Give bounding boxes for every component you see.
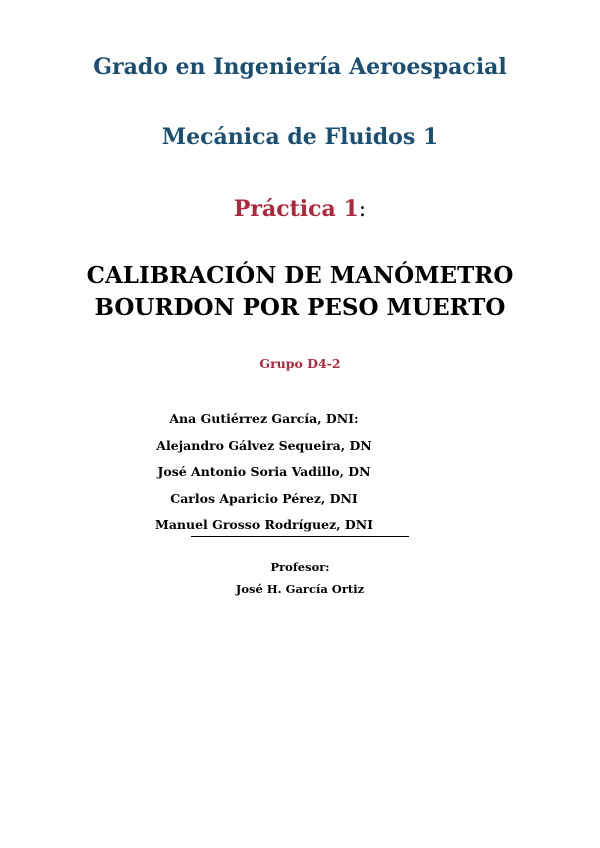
professor-label: Profesor: [270, 560, 330, 574]
author-name: Carlos Aparicio Pérez, DNI [170, 490, 358, 506]
author-name: Ana Gutiérrez García, DNI: [169, 411, 359, 426]
redacted-dni [359, 414, 431, 426]
professor-name: José H. García Ortiz [235, 582, 365, 596]
author-entry [0, 406, 600, 433]
author-list [0, 406, 600, 539]
group-label: Grupo D4-2 [259, 356, 341, 371]
report-title-line-1: CALIBRACIÓN DE MANÓMETRO [86, 262, 514, 289]
redacted-dni [358, 493, 430, 505]
redacted-dni [371, 467, 443, 479]
practice-heading [0, 196, 600, 222]
practice-label: Práctica 1 [233, 196, 359, 222]
horizontal-rule [191, 536, 409, 537]
report-title-line-2: BOURDON POR PESO MUERTO [94, 294, 506, 321]
course-title: Mecánica de Fluidos 1 [161, 124, 439, 150]
author-name: Manuel Grosso Rodríguez, DNI [154, 517, 374, 532]
author-entry [0, 433, 600, 460]
report-title [0, 260, 600, 324]
author-name: José Antonio Soria Vadillo, DN [157, 464, 371, 479]
redacted-dni [373, 520, 445, 532]
author-entry [0, 459, 600, 486]
author-entry [0, 486, 600, 513]
degree-title: Grado en Ingeniería Aeroespacial [93, 54, 507, 80]
practice-colon: : [358, 197, 367, 222]
author-name: Alejandro Gálvez Sequeira, DN [156, 437, 372, 453]
author-entry [0, 512, 600, 539]
redacted-dni [372, 440, 444, 452]
